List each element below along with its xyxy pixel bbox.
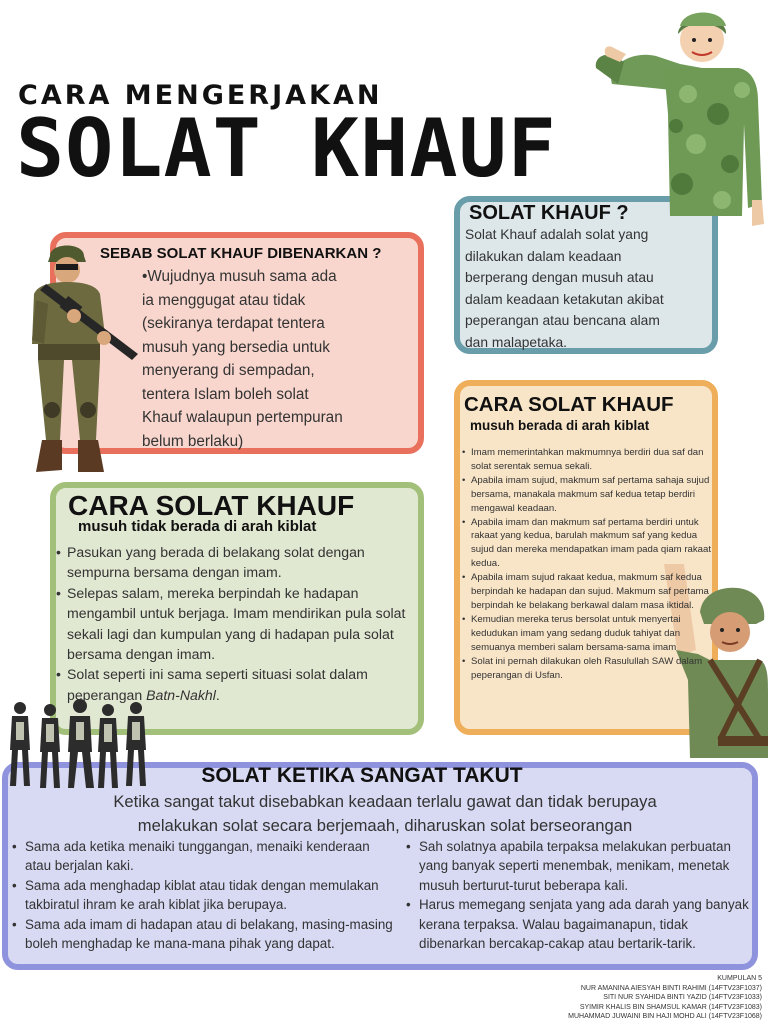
takut-right-list: [406, 837, 752, 953]
list-item: • Selepas salam, mereka berpindah ke hadapan mengambil untuk berjaga. Imam mendirikan pula solat sekali lagi dan kumpulan yang di hadapan pula solat bersama dengan imam.: [56, 583, 418, 665]
list-item: • Sama ada imam di hadapan atau di belakang, masing-masing boleh menghadap ke mana-mana pihak yang dapat.: [12, 915, 398, 954]
list-item-text: Solat seperti ini sama seperti situasi solat dalam peperangan: [67, 666, 368, 703]
tidak-subheading: musuh tidak berada di arah kiblat: [78, 518, 317, 535]
apa-line: dilakukan dalam keadaan: [465, 248, 622, 264]
list-item: • Apabila imam dan makmum saf pertama berdiri untuk rakaat yang kedua, barulah makmum saf yang kedua sujud dan mereka mendapatkan imam pada qiam rakaat kedua.: [462, 516, 714, 572]
tidak-heading: CARA SOLAT KHAUF: [68, 490, 355, 521]
list-item-suffix: .: [215, 686, 220, 703]
sebab-heading: SEBAB SOLAT KHAUF DIBENARKAN ?: [100, 245, 382, 262]
saluting-soldier-icon: [592, 4, 768, 230]
takut-intro-line: melakukan solat secara berjemaah, diharuskan solat berseorangan: [137, 816, 633, 835]
credit-line: MUHAMMAD JUWAINI BIN HAJI MOHD ALI (14FTV23F1068): [568, 1013, 762, 1021]
kiblat-heading: CARA SOLAT KHAUF: [464, 393, 674, 416]
list-item: • Solat ini pernah dilakukan oleh Rasulullah SAW dalam peperangan di Usfan.: [462, 655, 714, 683]
apa-line: dalam keadaan ketakutan akibat: [465, 291, 664, 307]
apa-heading: SOLAT KHAUF ?: [469, 202, 629, 224]
takut-left-list: [12, 837, 398, 953]
subtitle: CARA MENGERJAKAN: [18, 80, 383, 111]
tidak-steps: [56, 542, 418, 705]
list-item: • Sama ada ketika menaiki tunggangan, menaiki kenderaan atau berjalan kaki.: [12, 837, 398, 876]
page-title: SOLAT KHAUF: [16, 102, 557, 195]
sebab-line: menyerang di sempadan,: [142, 362, 315, 379]
sebab-text: [142, 265, 410, 453]
apa-text: [465, 224, 717, 353]
credit-line: SITI NUR SYAHIDA BINTI YAZID (14FTV23F1033): [603, 994, 762, 1002]
list-item: • Pasukan yang berada di belakang solat dengan sempurna bersama dengan imam.: [56, 542, 418, 583]
apa-line: Solat Khauf adalah solat yang: [465, 227, 649, 242]
takut-intro-line: Ketika sangat takut disebabkan keadaan terlalu gawat dan tidak berupaya: [113, 792, 657, 811]
apa-line: peperangan atau bencana alam: [465, 313, 660, 328]
list-item: • Sama ada menghadap kiblat atau tidak dengan memulakan takbiratul ihram ke arah kiblat jika berupaya.: [12, 876, 398, 915]
credit-line: KUMPULAN 5: [717, 975, 762, 982]
sebab-line: tentera Islam boleh solat: [142, 385, 309, 403]
list-item: [56, 664, 418, 705]
credit-line: SYIMIR KHALIS BIN SHAMSUL KAMAR (14FTV23F1083): [579, 1003, 762, 1011]
rifle-soldier-icon: [14, 240, 146, 490]
list-item: • Apabila imam sujud, makmum saf pertama sahaja sujud bersama, manakala makmum saf kedua tetap berdiri mengawal keadaan.: [462, 474, 714, 516]
sebab-line: ia menggugat atau tidak: [142, 291, 306, 309]
takut-intro: [40, 790, 730, 838]
list-item: • Apabila imam sujud rakaat kedua, makmum saf kedua berpindah ke hadapan dan sujud. Makmum saf pertama berpindah ke belakang berkawal dalam masa iktidal.: [462, 571, 714, 613]
italic-term: Batn-Nakhl: [146, 686, 216, 703]
kiblat-steps: [462, 446, 714, 682]
sebab-line: musuh yang bersedia untuk: [142, 338, 330, 356]
sebab-line: (sekiranya terdapat tentera: [142, 315, 325, 332]
sebab-line: belum berlaku): [142, 432, 244, 450]
list-item: • Imam memerintahkan makmumnya berdiri dua saf dan solat serentak semua sekali.: [462, 446, 714, 474]
takut-heading: SOLAT KETIKA SANGAT TAKUT: [201, 764, 523, 787]
apa-line: dan malapetaka.: [465, 334, 568, 350]
apa-line: berperang dengan musuh atau: [465, 270, 654, 285]
list-item: • Sah solatnya apabila terpaksa melakukan perbuatan yang banyak seperti menembak, menikam, menetak musuh berturut-turut beberapa kali.: [406, 837, 752, 895]
credits: [462, 974, 762, 1022]
sebab-line: Khauf walaupun pertempuran: [142, 409, 343, 426]
sebab-line: •Wujudnya musuh sama ada: [142, 268, 337, 285]
kiblat-subheading: musuh berada di arah kiblat: [470, 418, 650, 433]
list-item: • Kemudian mereka terus bersolat untuk menyertai kedudukan imam yang sedang duduk tahiyat dan semuanya memberi salam bersama-sama imam: [462, 613, 714, 655]
credit-line: NUR AMANINA AIESYAH BINTI RAHIMI (14FTV23F1037): [580, 984, 762, 992]
list-item: • Harus memegang senjata yang ada darah yang banyak kerana terpaksa. Walau bagaimanapun, tidak dibenarkan bercakap-cakap atau bertarik-tarik.: [406, 895, 752, 953]
